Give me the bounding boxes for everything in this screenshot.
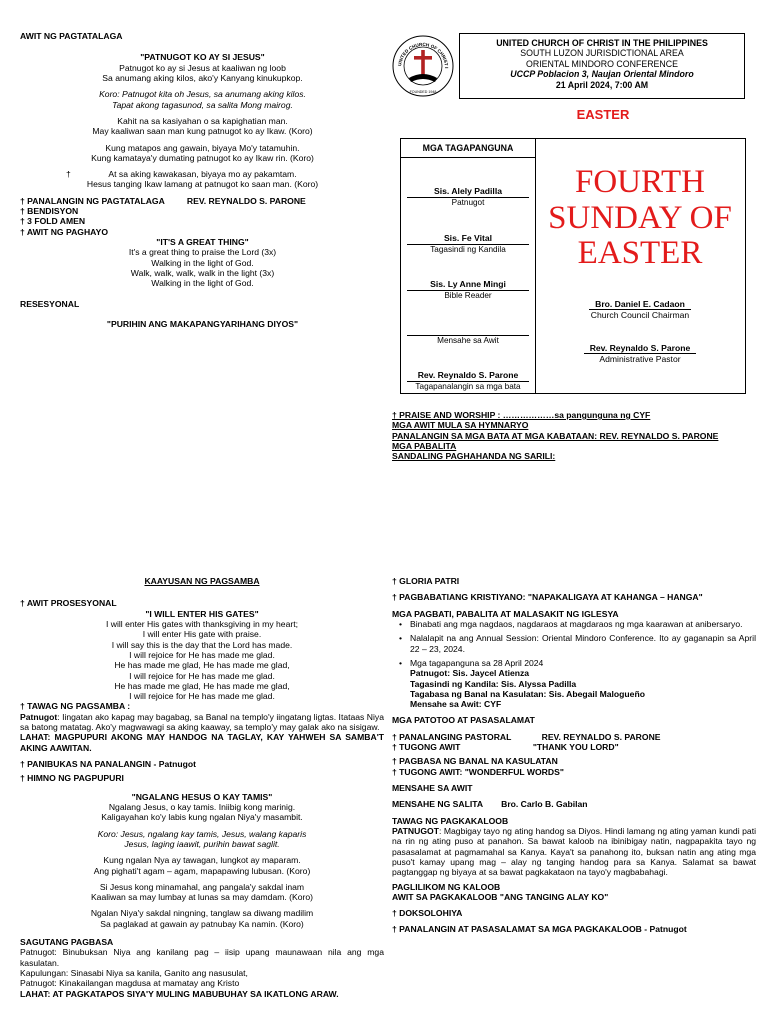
signatory-chairman: Bro. Daniel E. Cadaon Church Council Chairman (590, 299, 690, 321)
sandaling-paghahanda: SANDALING PAGHAHANDA NG SARILI: (392, 451, 556, 462)
pagkakaloob-reading: PATNUGOT: Magbigay tayo ng ating handog sa Diyos. Hindi lamang ng ating yaman kundi pati na rin ng ating puso at panahon. Sa bawat kaloob na ibinibigay natin, nagpapakita tayo ng pasasalamat at pagmamahal sa Kanya. Kaya't sa panahong ito, buksan natin ang ating mga puso't kamay upang mag – alay ng tanging handog para sa Kanya. Salamat sa bawat pagtanggap ng biyaya at sa bawat pagkakataon na tayo'y magbabahagi. (392, 825, 756, 878)
kaayusan-title: KAAYUSAN NG PAGSAMBA (144, 576, 260, 586)
panalangin-bata: PANALANGIN SA MGA BATA AT MGA KABATAAN: REV. REYNALDO S. PARONE (392, 430, 719, 441)
praise-worship: † PRAISE AND WORSHIP : ………………sa pangunguna ng CYF (392, 410, 651, 420)
hymn1-verse1: Patnugot ko ay si Jesus at kaaliwan ng loob Sa anumang aking kilos, ako'y Kanyang kinukupkop. (102, 62, 303, 83)
hymn1-verse4: † At sa aking kawakasan, biyaya mo ay pakamtam. Hesus tanging Ikaw lamang at patnugot ko saan man. (Koro) (66, 169, 319, 190)
lahat-response: LAHAT: MAGPUPURI AKONG MAY HANDOG NA TAGLAY, KAY YAHWEH SA SAMBA'T AKING AAWITAN. (20, 732, 384, 753)
patnugot-reading: Patnugot: Iingatan ako kapag may bagabag, sa Banal na templo'y iingatang ligtas. Itataas Niya sa batong matatag. Ako'y magwawagi sa aking kaaway, sa templo'y may galak ako na sisigaw. (20, 711, 384, 733)
panalangin-pasasalamat: † PANALANGIN AT PASASALAMAT SA MGA PAGKAKALOOB - Patnugot (392, 924, 687, 935)
hymnaryo: MGA AWIT MULA SA HYMNARYO (392, 420, 529, 431)
sagutang-line3: Patnugot: Kinakailangan magdusa at mamatay ang Kristo (20, 978, 240, 989)
gloria-patri: † GLORIA PATRI (392, 576, 460, 586)
pagbasa-kasulatan: † PAGBASA NG BANAL NA KASULATAN (392, 756, 558, 767)
officer-3: Sis. Ly Anne Mingi Bible Reader (401, 279, 535, 301)
cross-mark: † (66, 169, 71, 180)
mga-pabalita: MGA PABALITA (392, 440, 457, 451)
three-fold-amen: † 3 FOLD AMEN (20, 216, 86, 227)
sagutang-line4: LAHAT: AT PAGKATAPOS SIYA'Y MULING MABUBUHAY SA IKATLONG ARAW. (20, 988, 339, 999)
church-header-box (459, 33, 745, 99)
service-title: FOURTH SUNDAY OF EASTER (548, 164, 732, 272)
sagutang-line1: Patnugot: Binubuksan Niya ang kanilang pag – iisip upang maunawaan nila ang mga kasulatan. (20, 947, 384, 968)
season-label: EASTER (576, 107, 630, 122)
sagutang-pagbasa: SAGUTANG PAGBASA (20, 937, 114, 948)
officer-4: Mensahe sa Awit (401, 324, 535, 346)
conference: ORIENTAL MINDORO CONFERENCE (526, 58, 678, 69)
section-title-awit-pagtatalaga: AWIT NG PAGTATALAGA (20, 31, 123, 41)
pagbabatiang-kristiyano: † PAGBABATIANG KRISTIYANO: "NAPAKALIGAYA AT KAHANGA – HANGA" (392, 592, 703, 603)
tawag-pagkakaloob: TAWAG NG PAGKAKALOOB (392, 815, 509, 826)
tugong-awit-2: † TUGONG AWIT: "WONDERFUL WORDS" (392, 766, 564, 777)
hymn-title-purihin: "PURIHIN ANG MAKAPANGYARIHANG DIYOS" (106, 318, 299, 329)
pagbati-heading: MGA PAGBATI, PABALITA AT MALASAKIT NG IGLESYA (392, 608, 619, 619)
paglilikom: PAGLILIKOM NG KALOOB (392, 881, 501, 892)
ngalang-verse2: Kung ngalan Nya ay tawagan, lungkot ay maparam. Ang pighati't agam – agam, mapapawing lubusan. (Koro) (93, 855, 311, 876)
sagutang-line2: Kapulungan: Sinasabi Niya sa kanila, Ganito ang nasusulat, (20, 968, 248, 978)
hymn2-lines: It's a great thing to praise the Lord (3x) Walking in the light of God. Walk, walk, walk, walk in the light (3x) Walking in the light of God. (128, 247, 277, 289)
awit-pagkakaloob: AWIT SA PAGKAKALOOB "ANG TANGING ALAY KO" (392, 891, 609, 902)
doksolohiya: † DOKSOLOHIYA (392, 908, 463, 919)
hymn-title-patnugot: "PATNUGOT KO AY SI JESUS" (140, 52, 265, 63)
officers-heading: MGA TAGAPANGUNA (401, 139, 535, 158)
bendisyon: † BENDISYON (20, 206, 79, 217)
panalanging-pastoral: † PANALANGING PASTORAL REV. REYNALDO S. PARONE (392, 731, 661, 742)
tawag-pagsamba: † TAWAG NG PAGSAMBA : (20, 701, 131, 712)
hymn1-verse3: Kung matapos ang gawain, biyaya Mo'y tatamuhin. Kung kamataya'y dumating patnugot ko ay Ikaw rin. (Koro) (91, 142, 314, 163)
awit-paghayo: † AWIT NG PAGHAYO (20, 226, 109, 237)
hymn1-verse2: Kahit na sa kasiyahan o sa kapighatian man. May kaaliwan saan man kung patnugot ko ay Ikaw. (Koro) (92, 115, 313, 137)
awit-prosesyonal: † AWIT PROSESYONAL (20, 598, 117, 609)
service-date: 21 April 2024, 7:00 AM (555, 79, 649, 90)
resesyonal: RESESYONAL (20, 298, 80, 309)
announcement-2: • Nalalapit na ang Annual Session: Oriental Mindoro Conference. Ito ay gaganapin sa April 22 – 23, 2024. (392, 633, 756, 654)
hymn-title-ngalang-hesus: "NGALANG HESUS O KAY TAMIS" (131, 791, 273, 802)
mensahe-awit: MENSAHE SA AWIT (392, 783, 473, 793)
enter-gates-lines: I will enter His gates with thanksgiving in my heart; I will enter His gate with praise. I will say this is the day that the Lord has made. I will rejoice for He has made me glad. He has made me glad, He has made me glad, I will rejoice for He has made me glad. He has made me glad, He has made me glad, I will rejoice for He has made me glad. (105, 618, 298, 702)
officer-1: Sis. Alely Padilla Patnugot (401, 186, 535, 208)
announcement-1: • Binabati ang mga nagdaos, nagdaraos at magdaraos ng mga kaarawan at anibersaryo. (392, 619, 756, 629)
hymn-title-enter-gates: "I WILL ENTER HIS GATES" (145, 608, 259, 619)
hymn-title-great-thing: "IT'S A GREAT THING" (156, 237, 249, 247)
mensahe-salita: MENSAHE NG SALITA Bro. Carlo B. Gabilan (392, 799, 588, 810)
bottom-left-panel (20, 576, 384, 999)
ngalang-koro: Koro: Jesus, ngalang kay tamis, Jesus, walang kaparis Jesus, laging iaawit, purihin bawat saglit. (97, 828, 307, 849)
announcement-3: • Mga tagapanguna sa 28 April 2024 Patnugot: Sis. Jaycel Atienza Tagasindi ng Kandila: Sis. Alyssa Padilla Tagabasa ng Banal na Kasulatan: Sis. Abegail Malogueño Mensahe sa Awit: CYF (392, 658, 756, 710)
top-right-list (392, 410, 752, 462)
church-name: UNITED CHURCH OF CHRIST IN THE PHILIPPINES (496, 38, 708, 48)
bottom-right-panel (392, 576, 756, 935)
ngalang-verse4: Ngalan Niya'y sakdal ningning, tanglaw sa diwang madilim Sa paglakad at gawain ay patnubay Ka namin. (Koro) (90, 908, 314, 929)
title-box (536, 138, 746, 394)
top-left-panel (20, 31, 385, 329)
tugong-awit-1: † TUGONG AWIT "THANK YOU LORD" (392, 742, 619, 753)
jurisdiction: SOUTH LUZON JURISDICTIONAL AREA (520, 48, 684, 59)
svg-text:UNITED CHURCH OF CHRIST IN THE: UNITED CHURCH OF CHRIST I (397, 41, 450, 69)
officer-5: Rev. Reynaldo S. Parone Tagapanalangin sa mga bata (401, 370, 535, 392)
uccp-logo (391, 34, 455, 98)
church-location: UCCP Poblacion 3, Naujan Oriental Mindoro (510, 69, 694, 80)
svg-text:FOUNDED 1948: FOUNDED 1948 (409, 90, 437, 94)
officers-box (400, 138, 536, 394)
panibukas-panalangin: † PANIBUKAS NA PANALANGIN - Patnugot (20, 759, 197, 769)
hymn1-koro: Koro: Patnugot kita oh Jesus, sa anumang aking kilos. Tapat akong tagasunod, sa salita Mong mairog. (99, 89, 306, 110)
ngalang-verse3: Si Jesus kong minamahal, ang pangala'y sakdal inam Kaaliwan sa may lumbay at lunas sa may damdam. (Koro) (90, 881, 314, 903)
ngalang-verse1: Ngalang Jesus, o kay tamis. Iniibig kong marinig. Kaligayahan ko'y labis kung ngalan Niya'y masambit. (101, 801, 303, 823)
officer-2: Sis. Fe Vital Tagasindi ng Kandila (401, 233, 535, 255)
patotoo: MGA PATOTOO AT PASASALAMAT (392, 715, 535, 726)
prayer-row: † PANALANGIN NG PAGTATALAGA REV. REYNALDO S. PARONE (20, 195, 306, 206)
himno-pagpupuri: † HIMNO NG PAGPUPURI (20, 773, 124, 784)
signatory-pastor: Rev. Reynaldo S. Parone Administrative Pastor (536, 343, 744, 365)
